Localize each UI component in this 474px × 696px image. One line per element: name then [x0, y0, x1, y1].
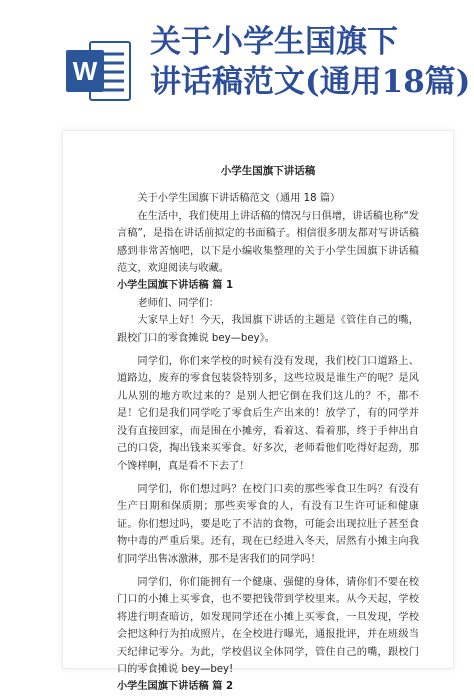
page-title — [150, 22, 471, 102]
document-title: 小学生国旗下讲话稿 — [220, 165, 316, 177]
section-heading: 小学生国旗下讲话稿 篇 1 — [117, 280, 234, 292]
body-paragraph: 同学们，你们想过吗？在校门口卖的那些零食卫生吗？有没有生产日期和保质期；那些卖零食的人，有没有卫生许可证和健康证。你们想过吗，要是吃了不洁的食物，可能会出现拉肚子甚至食物中毒的严重后果。还有，现在已经进入冬天，居然有小摊主向我们同学出售冰激淋，那不是害我们的同学吗！ — [117, 483, 419, 565]
body-paragraph: 同学们，你们来学校的时候有没有发现，我们校门口道路上、道路边，废弃的零食包装袋特别多，这些垃圾是谁生产的呢？是风儿从别的地方吹过来的？是别人把它倒在我们这儿的？不，都不是！它们是我们同学吃了零食后生产出来的！放学了，有的同学并没有直接回家，而是围在小摊旁，看着这、看着那，终于手伸出自己的口袋，掏出钱来买零食。好多次，老师看他们吃得好起劲，那个馋样啊，真是看不下去了！ — [117, 356, 419, 472]
document-page — [62, 130, 454, 693]
greeting-line: 老师们、同学们： — [137, 297, 219, 309]
body-paragraph: 同学们，你们能拥有一个健康、强健的身体，请你们不要在校门口的小摊上买零食，也不要把钱带到学校里来。从今天起，学校将进行明查暗访，如发现同学还在小摊上买零食，一旦发现，学校会把这种行为拍成照片，在全校进行曝光，通报批评，并在班级当天纪律记零分。为此，学校倡议全体同学，管住自己的嘴，跟校门口的零食摊说 bey—bey! — [117, 576, 419, 675]
title-line-1: 关于小学生国旗下 — [150, 24, 398, 60]
svg-text:W: W — [72, 56, 98, 86]
document-intro: 关于小学生国旗下讲话稿范文（通用 18 篇） — [137, 193, 341, 205]
section-heading: 小学生国旗下讲话稿 篇 2 — [117, 681, 234, 693]
word-doc-icon — [64, 36, 134, 106]
header-banner — [0, 0, 474, 125]
title-line-2: 讲话稿范文(通用18篇) — [150, 64, 471, 100]
intro-paragraph: 在生活中，我们使用上讲话稿的情况与日俱增，讲话稿也称“发言稿”，是指在讲话前拟定的书面稿子。相信很多朋友都对写讲话稿感到非常苦恼吧，以下是小编收集整理的关于小学生国旗下讲话稿范文，欢迎阅读与收藏。 — [117, 210, 419, 275]
body-paragraph: 大家早上好！今天，我国旗下讲话的主题是《管住自己的嘴，跟校门口的零食摊说 bey—bey》。 — [117, 315, 419, 344]
